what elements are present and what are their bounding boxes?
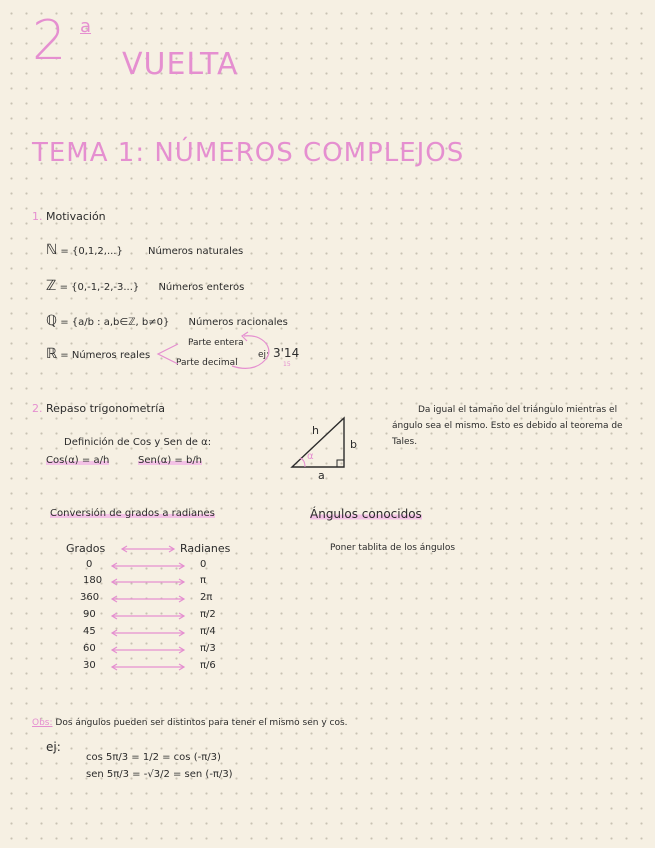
reals-example-value: 3'14 (273, 346, 300, 360)
set-symbol: ℤ (46, 278, 57, 294)
set-definition: = {a/b : a,b∈ℤ, b≠0} (60, 317, 170, 328)
section1-number: 1. (32, 210, 43, 223)
set-symbol: ℚ (46, 313, 58, 329)
header-arrow (122, 546, 174, 552)
deg-cell: 60 (83, 643, 96, 654)
obs-label: Obs: (32, 718, 53, 728)
triangle-label-alpha: α (307, 451, 314, 462)
deg-cell: 45 (83, 626, 96, 637)
obs-text: Dos ángulos pueden ser distintos para tener el mismo sen y cos. (55, 718, 348, 728)
rad-cell: π/6 (200, 660, 216, 671)
cos-formula: Cos(α) = a/h (46, 455, 110, 466)
decimal-curve (232, 336, 269, 369)
rad-cell: π (200, 575, 207, 586)
part-integer-label: Parte entera (188, 338, 244, 348)
heading-title: VUELTA (122, 47, 239, 82)
tales-note: Da igual el tamaño del triángulo mientras el ángulo sea el mismo. Esto es debido al teorema de Tales. (392, 405, 623, 447)
deg-cell: 360 (80, 592, 100, 603)
table-header-radians: Radianes (180, 542, 231, 555)
obs-example-label: ej: (46, 740, 61, 754)
heading-superscript: a (80, 16, 92, 37)
known-angles-note: Poner tablita de los ángulos (330, 543, 456, 553)
obs-example-cos: cos 5π/3 = 1/2 = cos (-π/3) (86, 752, 221, 763)
obs-example-sen: sen 5π/3 = -√3/2 = sen (-π/3) (86, 769, 233, 780)
known-angles-title: Ángulos conocidos (310, 507, 422, 521)
rad-cell: 2π (200, 592, 213, 603)
set-name: Números naturales (148, 246, 244, 257)
sen-formula: Sen(α) = b/h (138, 455, 203, 466)
triangle-label-b: b (350, 438, 357, 451)
rad-cell: π/3 (200, 643, 216, 654)
deg-cell: 180 (83, 575, 103, 586)
set-definition: = {0,-1,-2,-3...} (59, 282, 140, 293)
conversion-title: Conversión de grados a radianes (50, 508, 215, 519)
deg-cell: 90 (83, 609, 96, 620)
section2-title: Repaso trigonometría (46, 402, 166, 415)
triangle-label-h: h (312, 424, 319, 437)
trig-definition-label: Definición de Cos y Sen de α: (64, 437, 212, 448)
rad-cell: π/2 (200, 609, 216, 620)
set-symbol: ℕ (46, 242, 58, 258)
reals-bracket (158, 344, 178, 364)
part-decimal-label: Parte decimal (176, 358, 238, 368)
deg-cell: 30 (83, 660, 96, 671)
right-angle-mark (337, 460, 344, 467)
conversion-arrows (112, 563, 184, 670)
triangle-label-a: a (318, 469, 325, 482)
section2-number: 2. (32, 402, 43, 415)
reals-example-prefix: ej: (258, 350, 270, 360)
set-definition: = Números reales (60, 350, 151, 361)
set-name: Números enteros (158, 282, 245, 293)
reals-example-mark: 15 (283, 361, 291, 368)
heading-number: 2 (32, 9, 67, 72)
set-definition: = {0,1,2,...} (60, 246, 123, 257)
triangle (292, 418, 344, 467)
set-symbol: ℝ (46, 346, 58, 362)
set-name: Números racionales (188, 317, 288, 328)
topic-title: TEMA 1: NÚMEROS COMPLEJOS (32, 138, 465, 168)
rad-cell: π/4 (200, 626, 216, 637)
deg-cell: 0 (86, 559, 93, 570)
rad-cell: 0 (200, 559, 207, 570)
table-header-degrees: Grados (66, 542, 106, 555)
section1-title: Motivación (46, 210, 106, 223)
